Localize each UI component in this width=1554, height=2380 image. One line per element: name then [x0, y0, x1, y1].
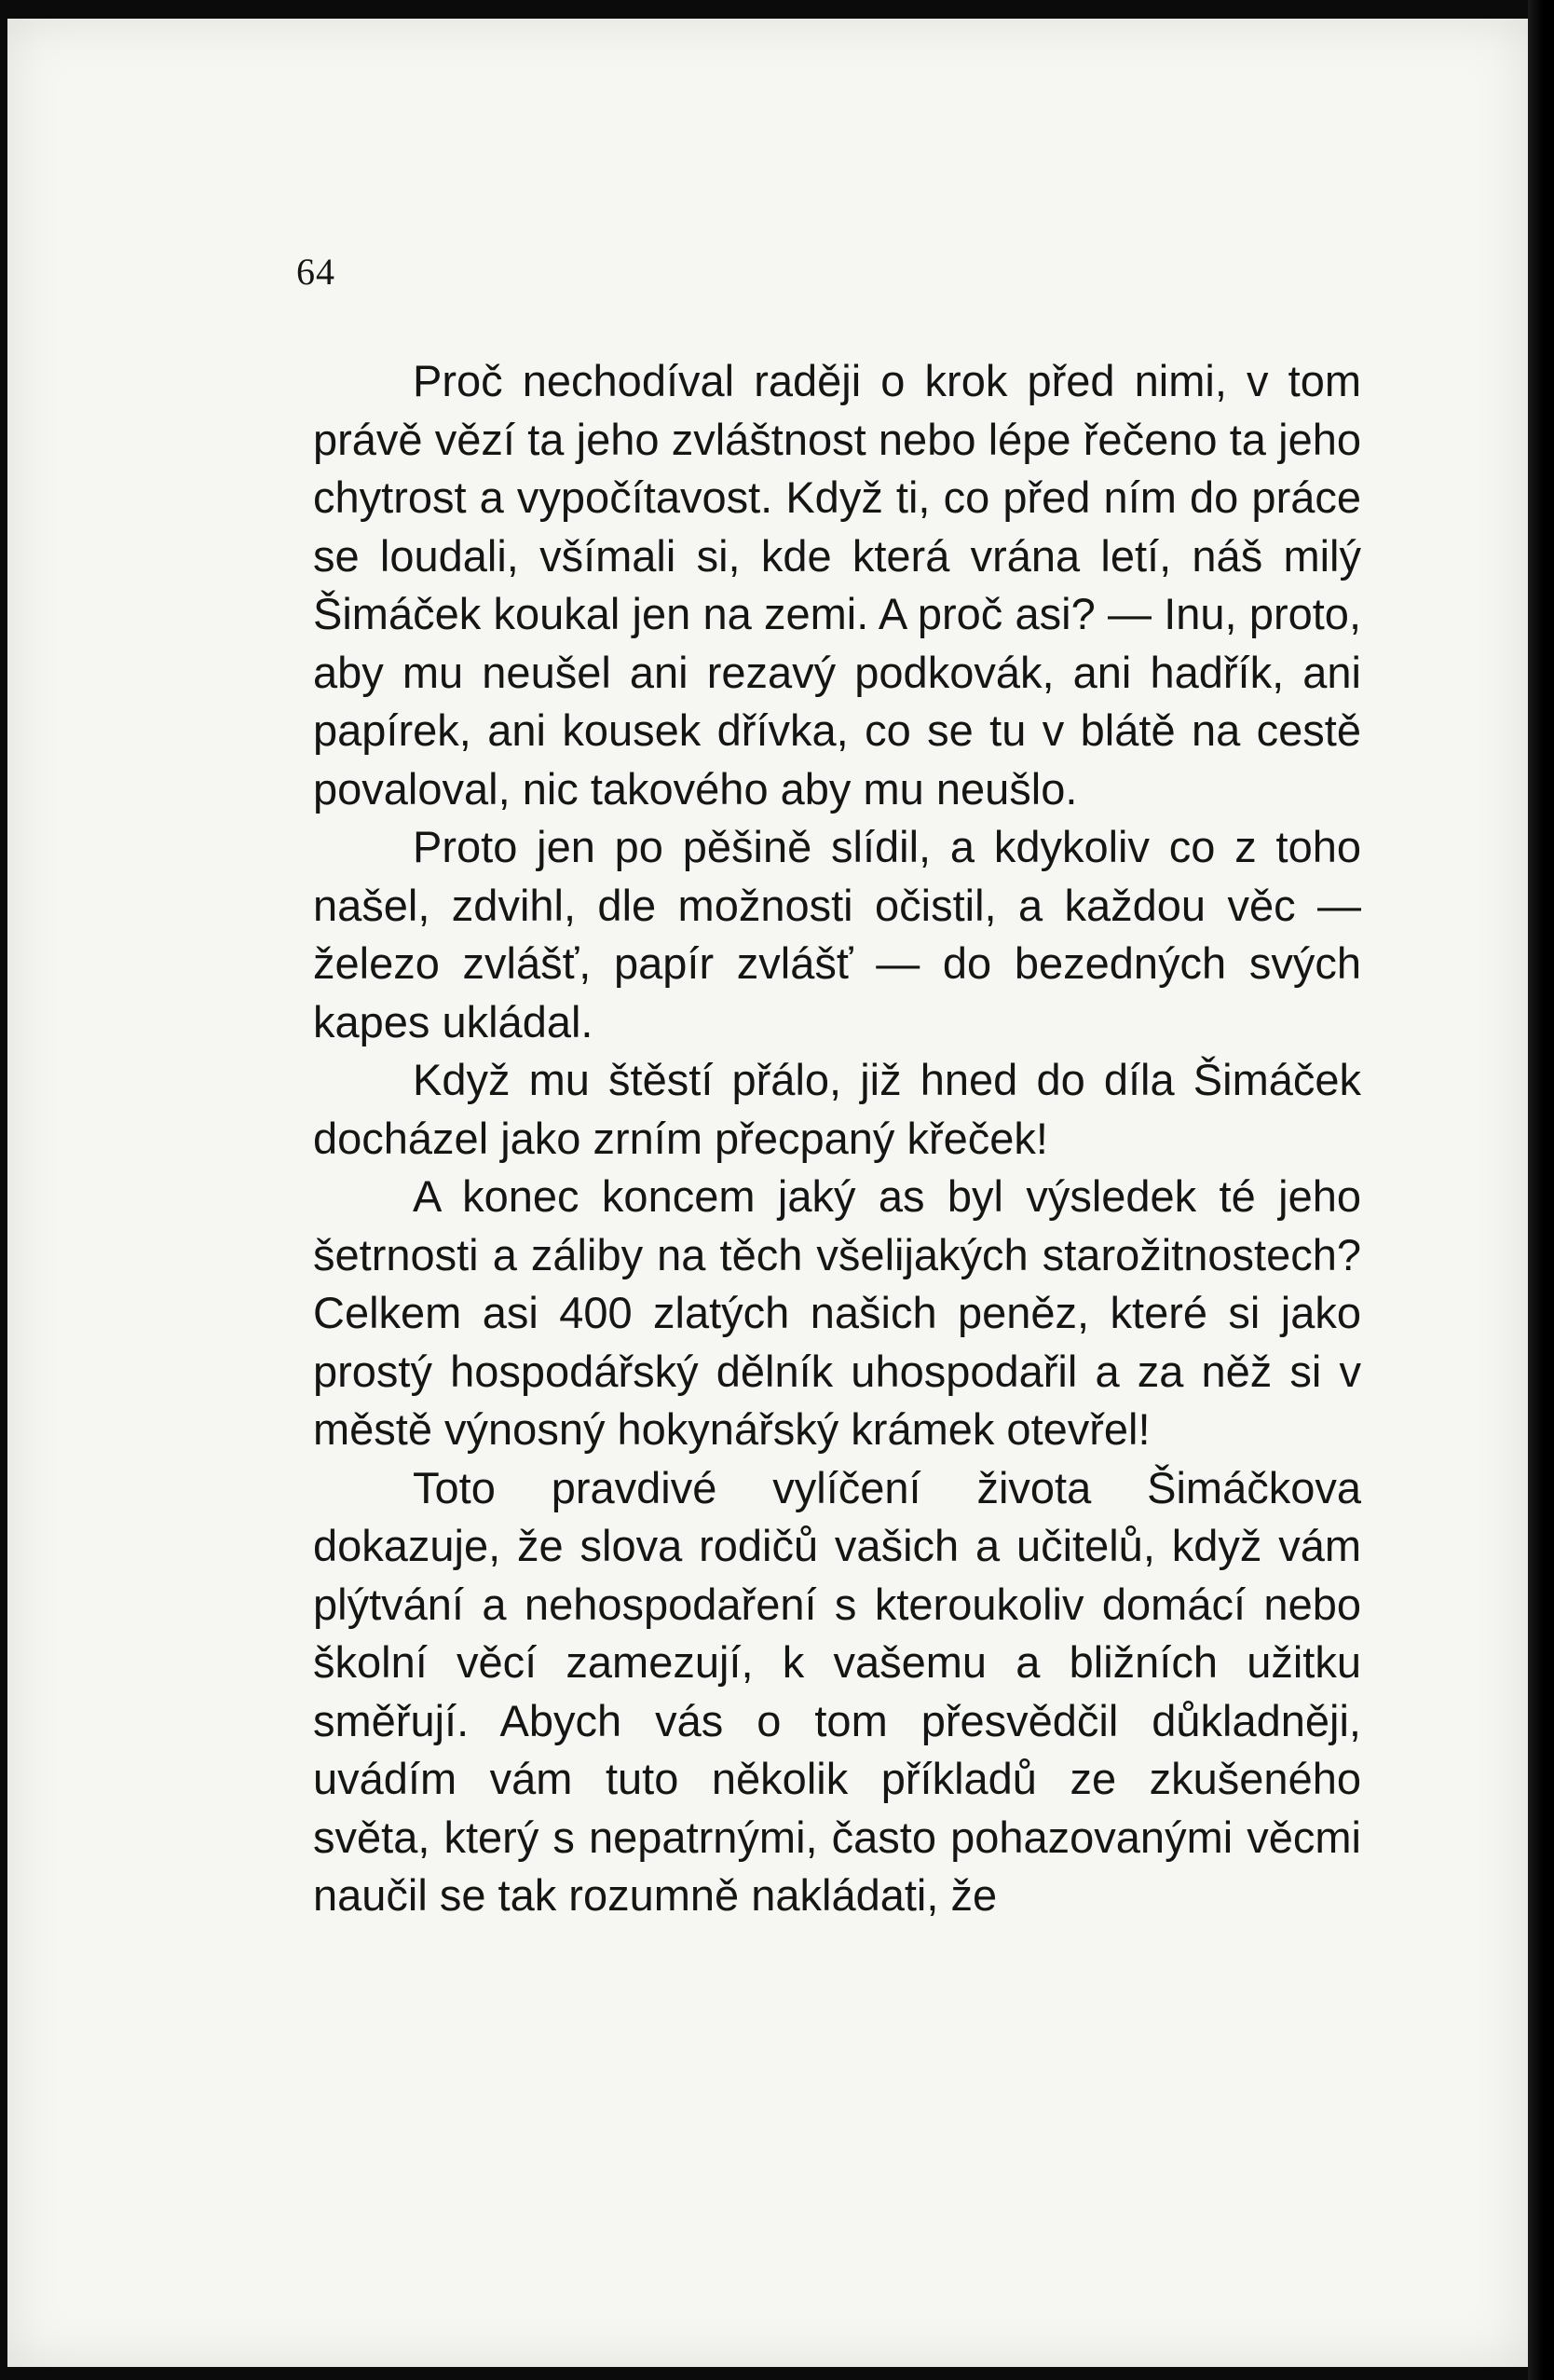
body-text — [313, 352, 1361, 1925]
paragraph-2: Proto jen po pěšině slídil, a kdykoliv co z toho našel, zdvihl, dle možnosti očistil, a každou věc — železo zvlášť, papír zvlášť — do bezedných svých kapes ukládal. — [313, 822, 1361, 1046]
paragraph-3: Když mu štěstí přálo, již hned do díla Šimáček docházel jako zrním přecpaný křeček! — [313, 1055, 1361, 1163]
paragraph-1: Proč nechodíval raději o krok před nimi, v tom právě vězí ta jeho zvláštnost nebo lépe řečeno ta jeho chytrost a vypočítavost. Když ti, co před ním do práce se loudali, všímali si, kde která vrána letí, náš milý Šimáček koukal jen na zemi. A proč asi? — Inu, proto, aby mu neušel ani rezavý podkovák, ani hadřík, ani papírek, ani kousek dřívka, co se tu v blátě na cestě povaloval, nic takového aby mu neušlo. — [313, 356, 1361, 814]
paragraph-4: A konec koncem jaký as byl výsledek té jeho šetrnosti a záliby na těch všelijakých starožitnostech? Celkem asi 400 zlatých našich peněz, které si jako prostý hospodářský dělník uhospodařil a za něž si v městě výnosný hokynářský krámek otevřel! — [313, 1171, 1361, 1454]
book-page — [7, 19, 1528, 2367]
page-number: 64 — [296, 251, 335, 293]
book-spine-edge — [1528, 0, 1554, 2380]
paragraph-5: Toto pravdivé vylíčení života Šimáčkova dokazuje, že slova rodičů vašich a učitelů, když vám plýtvání a nehospodaření s kteroukoliv domácí nebo školní věcí zamezují, k vašemu a bližních užitku směřují. Abych vás o tom přesvědčil důkladněji, uvádím vám tuto několik příkladů ze zkušeného světa, který s nepatrnými, často pohazovanými věcmi naučil se tak rozumně nakládati, že — [313, 1462, 1361, 1920]
